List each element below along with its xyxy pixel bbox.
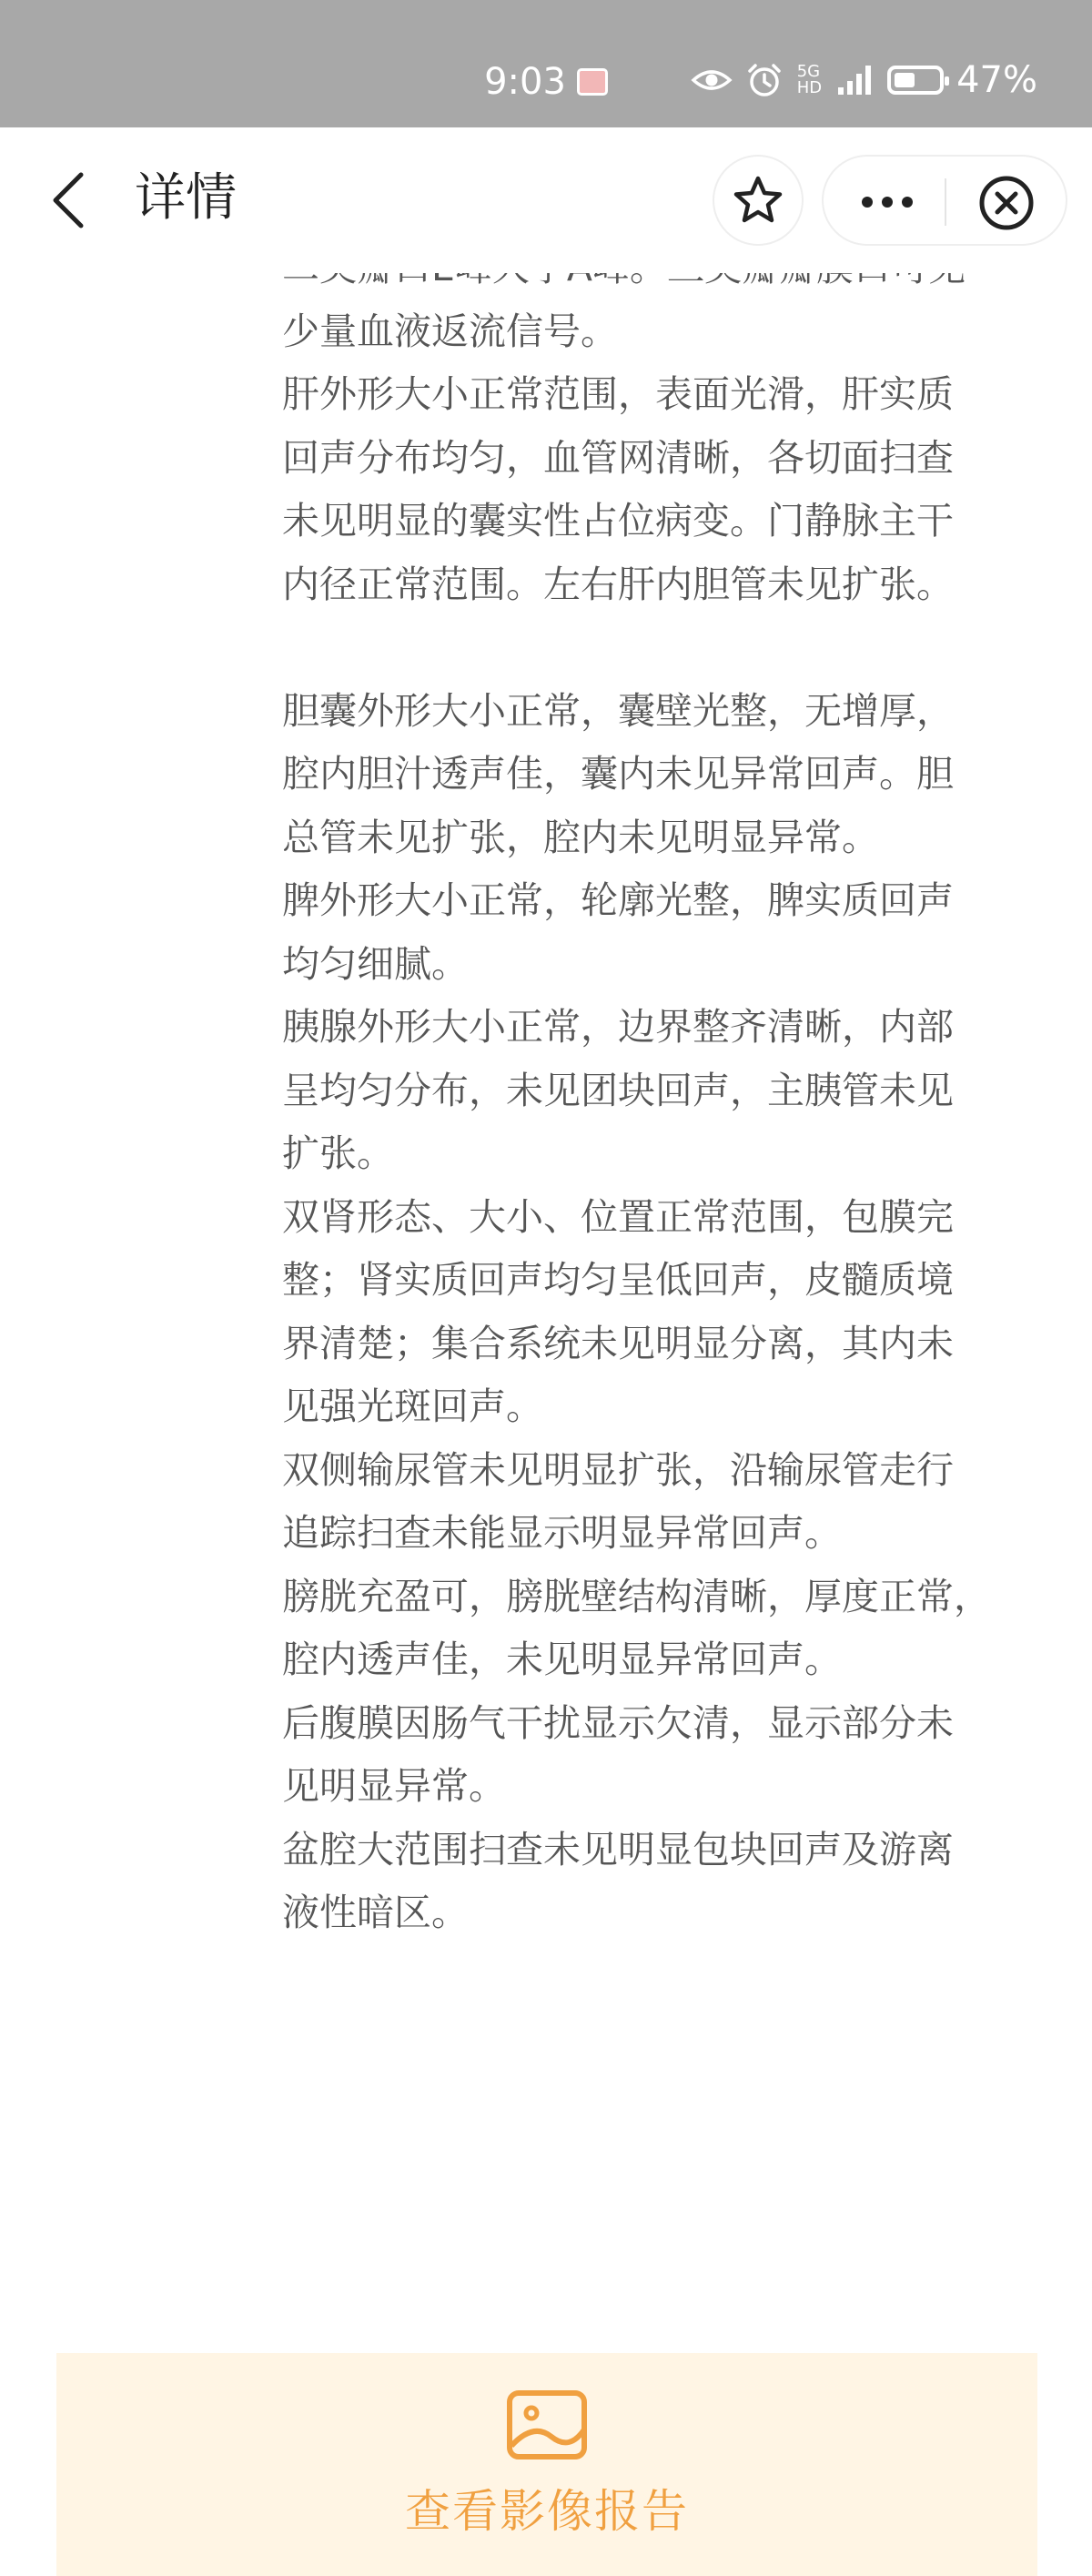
more-dots-icon xyxy=(902,197,913,208)
view-image-report-label: 查看影像报告 xyxy=(405,2484,689,2538)
battery-percent: 47% xyxy=(956,59,1037,101)
more-dots-icon xyxy=(862,197,873,208)
report-findings-text: 少量血液返流信号。 肝外形大小正常范围，表面光滑，肝实质 回声分布均匀，血管网清晰，各切面扫查 未见明显的囊实性占位病变。门静脉主干 内径正常范围。左右肝内胆管未见扩张。 胆囊外形大小正常，囊壁光整，无增厚， 腔内胆汁透声佳，囊内未见异常回声。胆 总管未见扩张，腔内未见明显异常。 脾外形大小正常，轮廓光整，脾实质回声 均匀细腻。 胰腺外形大小正常，边界整齐清晰，内部 呈均匀分布，未见团块回声，主胰管未见 扩张。 双肾形态、大小、位置正常范围，包膜完 整；肾实质回声均匀呈低回声，皮髓质境 界清楚；集合系统未见明显分离，其内未 见强光斑回声。 双侧输尿管未见明显扩张，沿输尿管走行 追踪扫查未能显示明显异常回声。 膀胱充盈可，膀胱壁结构清晰，厚度正常， 腔内透声佳，未见明显异常回声。 后腹膜因肠气干扰显示欠清，显示部分未 见明显异常。 盆腔大范围扫查未见明显包块回声及游离 液性暗区。 xyxy=(282,309,991,1934)
network-label xyxy=(797,64,822,96)
status-bar xyxy=(0,0,1092,127)
notification-icon xyxy=(577,68,608,96)
signal-icon xyxy=(834,62,875,98)
close-button[interactable] xyxy=(976,173,1036,233)
status-indicators xyxy=(692,55,1037,106)
close-circle-icon xyxy=(977,174,1036,232)
battery-fill xyxy=(895,73,915,87)
eye-icon xyxy=(692,62,732,98)
report-content[interactable] xyxy=(0,273,1092,2538)
page-title: 详情 xyxy=(135,168,237,228)
nav-bar xyxy=(0,127,1092,273)
image-icon xyxy=(506,2389,588,2460)
more-button[interactable] xyxy=(851,175,924,229)
network-label-bottom: HD xyxy=(796,78,823,97)
view-image-report-button[interactable] xyxy=(56,2353,1037,2576)
back-button[interactable] xyxy=(36,159,100,241)
battery-icon xyxy=(887,66,944,95)
alarm-icon xyxy=(744,62,784,98)
network-label-top: 5G xyxy=(796,62,821,81)
chevron-left-icon xyxy=(50,171,86,229)
favorite-button[interactable] xyxy=(713,155,804,246)
menu-capsule xyxy=(822,155,1067,246)
status-time-text: 9:03 xyxy=(484,61,566,103)
star-outline-icon xyxy=(732,175,784,226)
capsule-divider xyxy=(945,178,946,226)
more-dots-icon xyxy=(882,197,893,208)
